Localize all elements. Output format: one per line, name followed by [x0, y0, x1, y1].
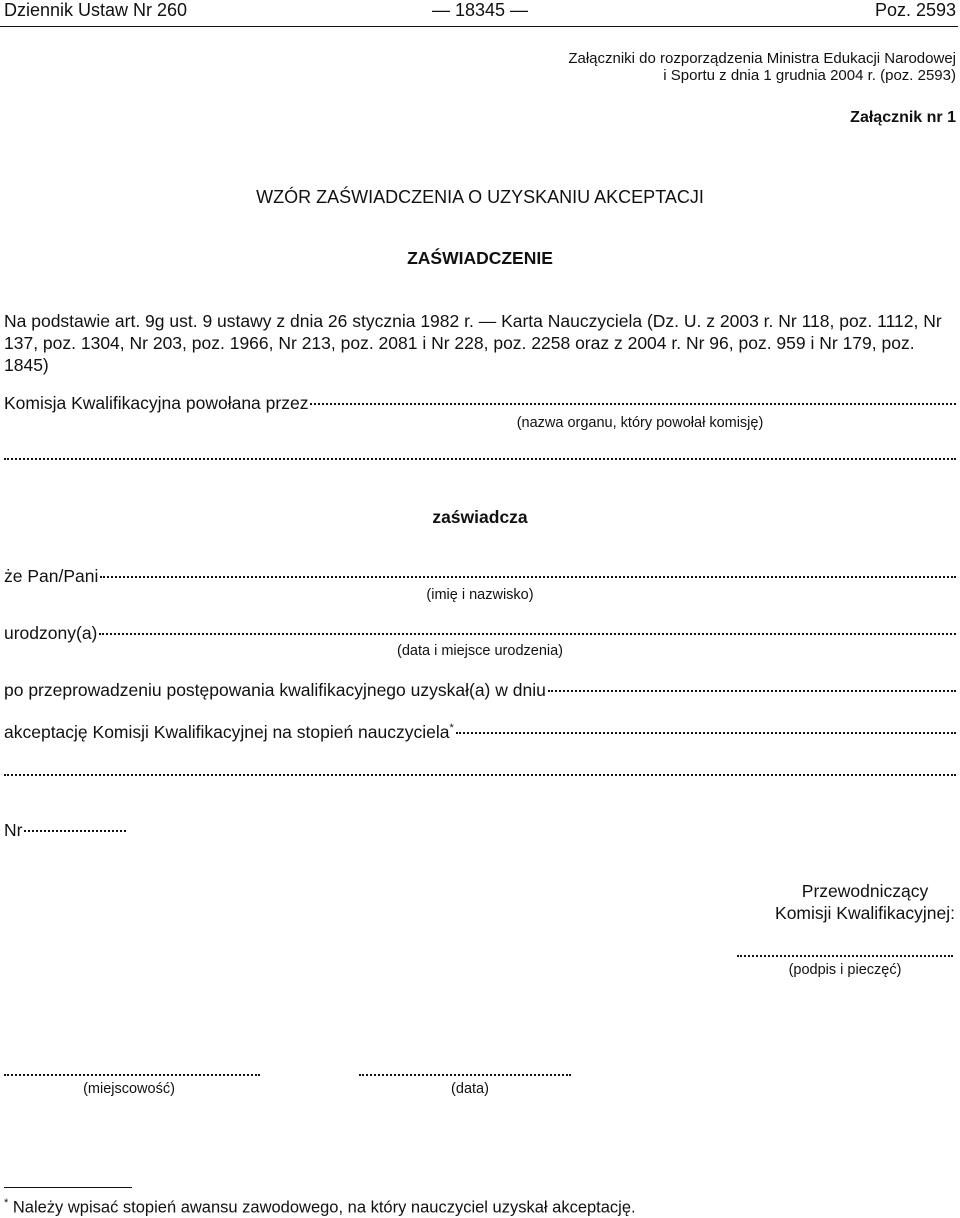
commission-label: Komisja Kwalifikacyjna powołana przez: [4, 393, 309, 413]
acceptance-label: [4, 722, 454, 743]
acceptance-label-text: akceptację Komisji Kwalifikacyjnej na stopień nauczyciela: [4, 722, 450, 742]
name-input-line[interactable]: [100, 576, 956, 578]
commission-continuation-line[interactable]: [4, 458, 956, 460]
born-row: [4, 623, 956, 644]
intro-line-2: i Sportu z dnia 1 grudnia 2004 r. (poz. 2593): [663, 67, 956, 84]
document-title: ZAŚWIADCZENIE: [407, 248, 553, 268]
form-title: WZÓR ZAŚWIADCZENIA O UZYSKANIU AKCEPTACJI: [256, 187, 704, 207]
number-label: Nr: [4, 820, 23, 840]
signature-title-line-2: Komisji Kwalifikacyjnej:: [775, 903, 955, 923]
place-line[interactable]: [4, 1074, 260, 1076]
date-caption: (data): [451, 1081, 489, 1097]
name-label: że Pan/Pani: [4, 566, 99, 586]
acceptance-row: [4, 722, 956, 743]
procedure-label: po przeprowadzeniu postępowania kwalifikacyjnego uzyskał(a) w dniu: [4, 680, 546, 700]
commission-caption: (nazwa organu, który powołał komisję): [516, 415, 764, 431]
header-rule: [0, 26, 958, 27]
procedure-date-line[interactable]: [548, 690, 956, 692]
signature-caption: (podpis i pieczęć): [788, 962, 902, 978]
date-line[interactable]: [359, 1074, 571, 1076]
name-row: [4, 566, 956, 587]
footnote-mark: *: [4, 1197, 9, 1209]
number-input-line[interactable]: [24, 830, 126, 832]
number-row: [4, 820, 126, 841]
acceptance-continuation-line[interactable]: [4, 774, 956, 776]
place-caption: (miejscowość): [83, 1081, 175, 1097]
born-caption: (data i miejsce urodzenia): [396, 643, 564, 659]
born-label: urodzony(a): [4, 623, 98, 643]
commission-row: [4, 393, 956, 414]
acceptance-input-line[interactable]: [456, 732, 956, 734]
intro-line-1: Załączniki do rozporządzenia Ministra Edukacji Narodowej: [568, 50, 956, 67]
procedure-row: [4, 680, 956, 701]
footnote-rule: [4, 1187, 132, 1188]
signature-line[interactable]: [737, 955, 953, 957]
annex-title: Załącznik nr 1: [850, 109, 956, 126]
footnote-text: Należy wpisać stopień awansu zawodowego, na który nauczyciel uzyskał akceptację.: [12, 1198, 636, 1217]
footnote: [4, 1197, 636, 1218]
commission-input-line[interactable]: [310, 403, 956, 405]
born-input-line[interactable]: [99, 633, 956, 635]
page-number: — 18345 —: [431, 0, 529, 20]
position-number: Poz. 2593: [874, 0, 956, 20]
journal-name: Dziennik Ustaw Nr 260: [4, 0, 188, 20]
signature-title-line-1: Przewodniczący: [801, 881, 929, 901]
legal-basis-paragraph: Na podstawie art. 9g ust. 9 ustawy z dnia 26 stycznia 1982 r. — Karta Nauczyciela (Dz. U. z 2003 r. Nr 118, poz. 1112, Nr 137, poz. 1304, Nr 203, poz. 1966, Nr 213, poz. 2081 i Nr 228, poz. 2258 oraz z 2004 r. Nr 96, poz. 959 i Nr 179, poz. 1845): [4, 311, 942, 375]
footnote-reference: *: [449, 722, 454, 735]
name-caption: (imię i nazwisko): [426, 587, 534, 603]
certifies-heading: zaświadcza: [432, 507, 528, 527]
